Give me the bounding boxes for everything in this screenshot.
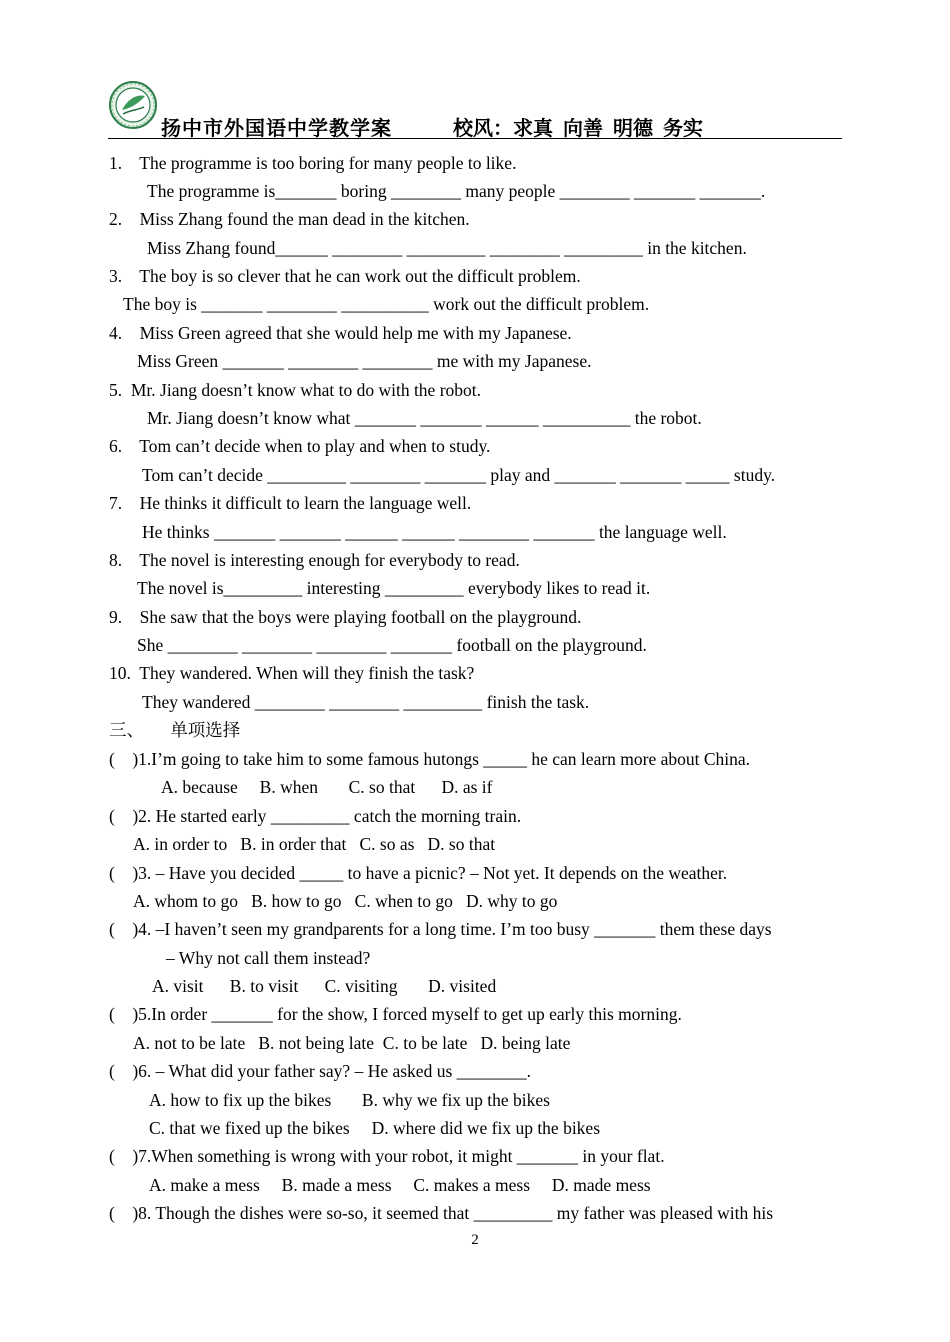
school-name: 扬中市外国语中学教学案 bbox=[161, 116, 392, 140]
exercise-line: 9. She saw that the boys were playing football on the playground. bbox=[109, 607, 582, 627]
exercise-line: The programme is_______ boring ________ many people ________ _______ _______. bbox=[147, 181, 766, 201]
exercise-line: A. whom to go B. how to go C. when to go D. why to go bbox=[133, 891, 558, 911]
exercise-line: 5. Mr. Jiang doesn’t know what to do with the robot. bbox=[109, 380, 482, 400]
exercise-line: A. in order to B. in order that C. so as D. so that bbox=[133, 834, 496, 854]
motto-item: 明德 bbox=[613, 116, 653, 140]
exercise-line: 2. Miss Zhang found the man dead in the kitchen. bbox=[109, 209, 470, 229]
exercise-line: ( )8. Though the dishes were so-so, it seemed that _________ my father was pleased with his bbox=[109, 1203, 774, 1223]
exercise-line: ( )7.When something is wrong with your robot, it might _______ in your flat. bbox=[109, 1146, 665, 1166]
exercise-line: A. because B. when C. so that D. as if bbox=[161, 777, 493, 797]
exercise-line: He thinks _______ _______ ______ ______ ________ _______ the language well. bbox=[142, 522, 727, 542]
exercise-line: ( )5.In order _______ for the show, I forced myself to get up early this morning. bbox=[109, 1004, 682, 1024]
exercise-line: A. how to fix up the bikes B. why we fix up the bikes bbox=[149, 1090, 550, 1110]
exercise-line: A. make a mess B. made a mess C. makes a mess D. made mess bbox=[149, 1175, 651, 1195]
motto-item: 求真 bbox=[513, 116, 553, 140]
page-header bbox=[108, 78, 842, 140]
exercise-line: 10. They wandered. When will they finish the task? bbox=[109, 663, 475, 683]
exercise-line: ( )6. – What did your father say? – He asked us ________. bbox=[109, 1061, 532, 1081]
exercise-line: 3. The boy is so clever that he can work out the difficult problem. bbox=[109, 266, 581, 286]
motto-item: 向善 bbox=[563, 116, 603, 140]
exercise-line: 6. Tom can’t decide when to play and when to study. bbox=[109, 436, 491, 456]
motto-label: 校风： bbox=[453, 116, 513, 140]
exercise-line: 7. He thinks it difficult to learn the language well. bbox=[109, 493, 472, 513]
school-motto bbox=[453, 112, 713, 141]
school-logo-icon bbox=[108, 80, 158, 130]
exercise-line: ( )3. – Have you decided _____ to have a picnic? – Not yet. It depends on the weather. bbox=[109, 863, 728, 883]
exercise-line: 8. The novel is interesting enough for everybody to read. bbox=[109, 550, 520, 570]
exercise-line: The novel is_________ interesting _________ everybody likes to read it. bbox=[137, 578, 651, 598]
exercise-line: 三、 单项选择 bbox=[109, 720, 241, 740]
exercise-line: 4. Miss Green agreed that she would help me with my Japanese. bbox=[109, 323, 572, 343]
header-divider bbox=[108, 138, 842, 139]
exercise-line: ( )4. –I haven’t seen my grandparents for a long time. I’m too busy _______ them these days bbox=[109, 919, 772, 939]
exercise-line: They wandered ________ ________ _________ finish the task. bbox=[142, 692, 590, 712]
exercise-line: 1. The programme is too boring for many people to like. bbox=[109, 153, 517, 173]
exercise-line: The boy is _______ ________ __________ work out the difficult problem. bbox=[123, 294, 650, 314]
exercise-line: Mr. Jiang doesn’t know what _______ _______ ______ __________ the robot. bbox=[147, 408, 702, 428]
page-number: 2 bbox=[471, 1232, 479, 1248]
exercise-line: Tom can’t decide _________ ________ _______ play and _______ _______ _____ study. bbox=[142, 465, 776, 485]
exercise-line: She ________ ________ ________ _______ football on the playground. bbox=[137, 635, 647, 655]
exercise-line: ( )2. He started early _________ catch the morning train. bbox=[109, 806, 522, 826]
exercise-line: ( )1.I’m going to take him to some famous hutongs _____ he can learn more about China. bbox=[109, 749, 751, 769]
exercise-line: C. that we fixed up the bikes D. where did we fix up the bikes bbox=[149, 1118, 601, 1138]
motto-item: 务实 bbox=[663, 116, 703, 140]
exercise-line: A. visit B. to visit C. visiting D. visited bbox=[152, 976, 497, 996]
exercise-line: Miss Zhang found______ ________ _________ ________ _________ in the kitchen. bbox=[147, 238, 747, 258]
exercise-line: A. not to be late B. not being late C. to be late D. being late bbox=[133, 1033, 571, 1053]
exercise-line: Miss Green _______ ________ ________ me with my Japanese. bbox=[137, 351, 592, 371]
exercise-line: – Why not call them instead? bbox=[166, 948, 371, 968]
